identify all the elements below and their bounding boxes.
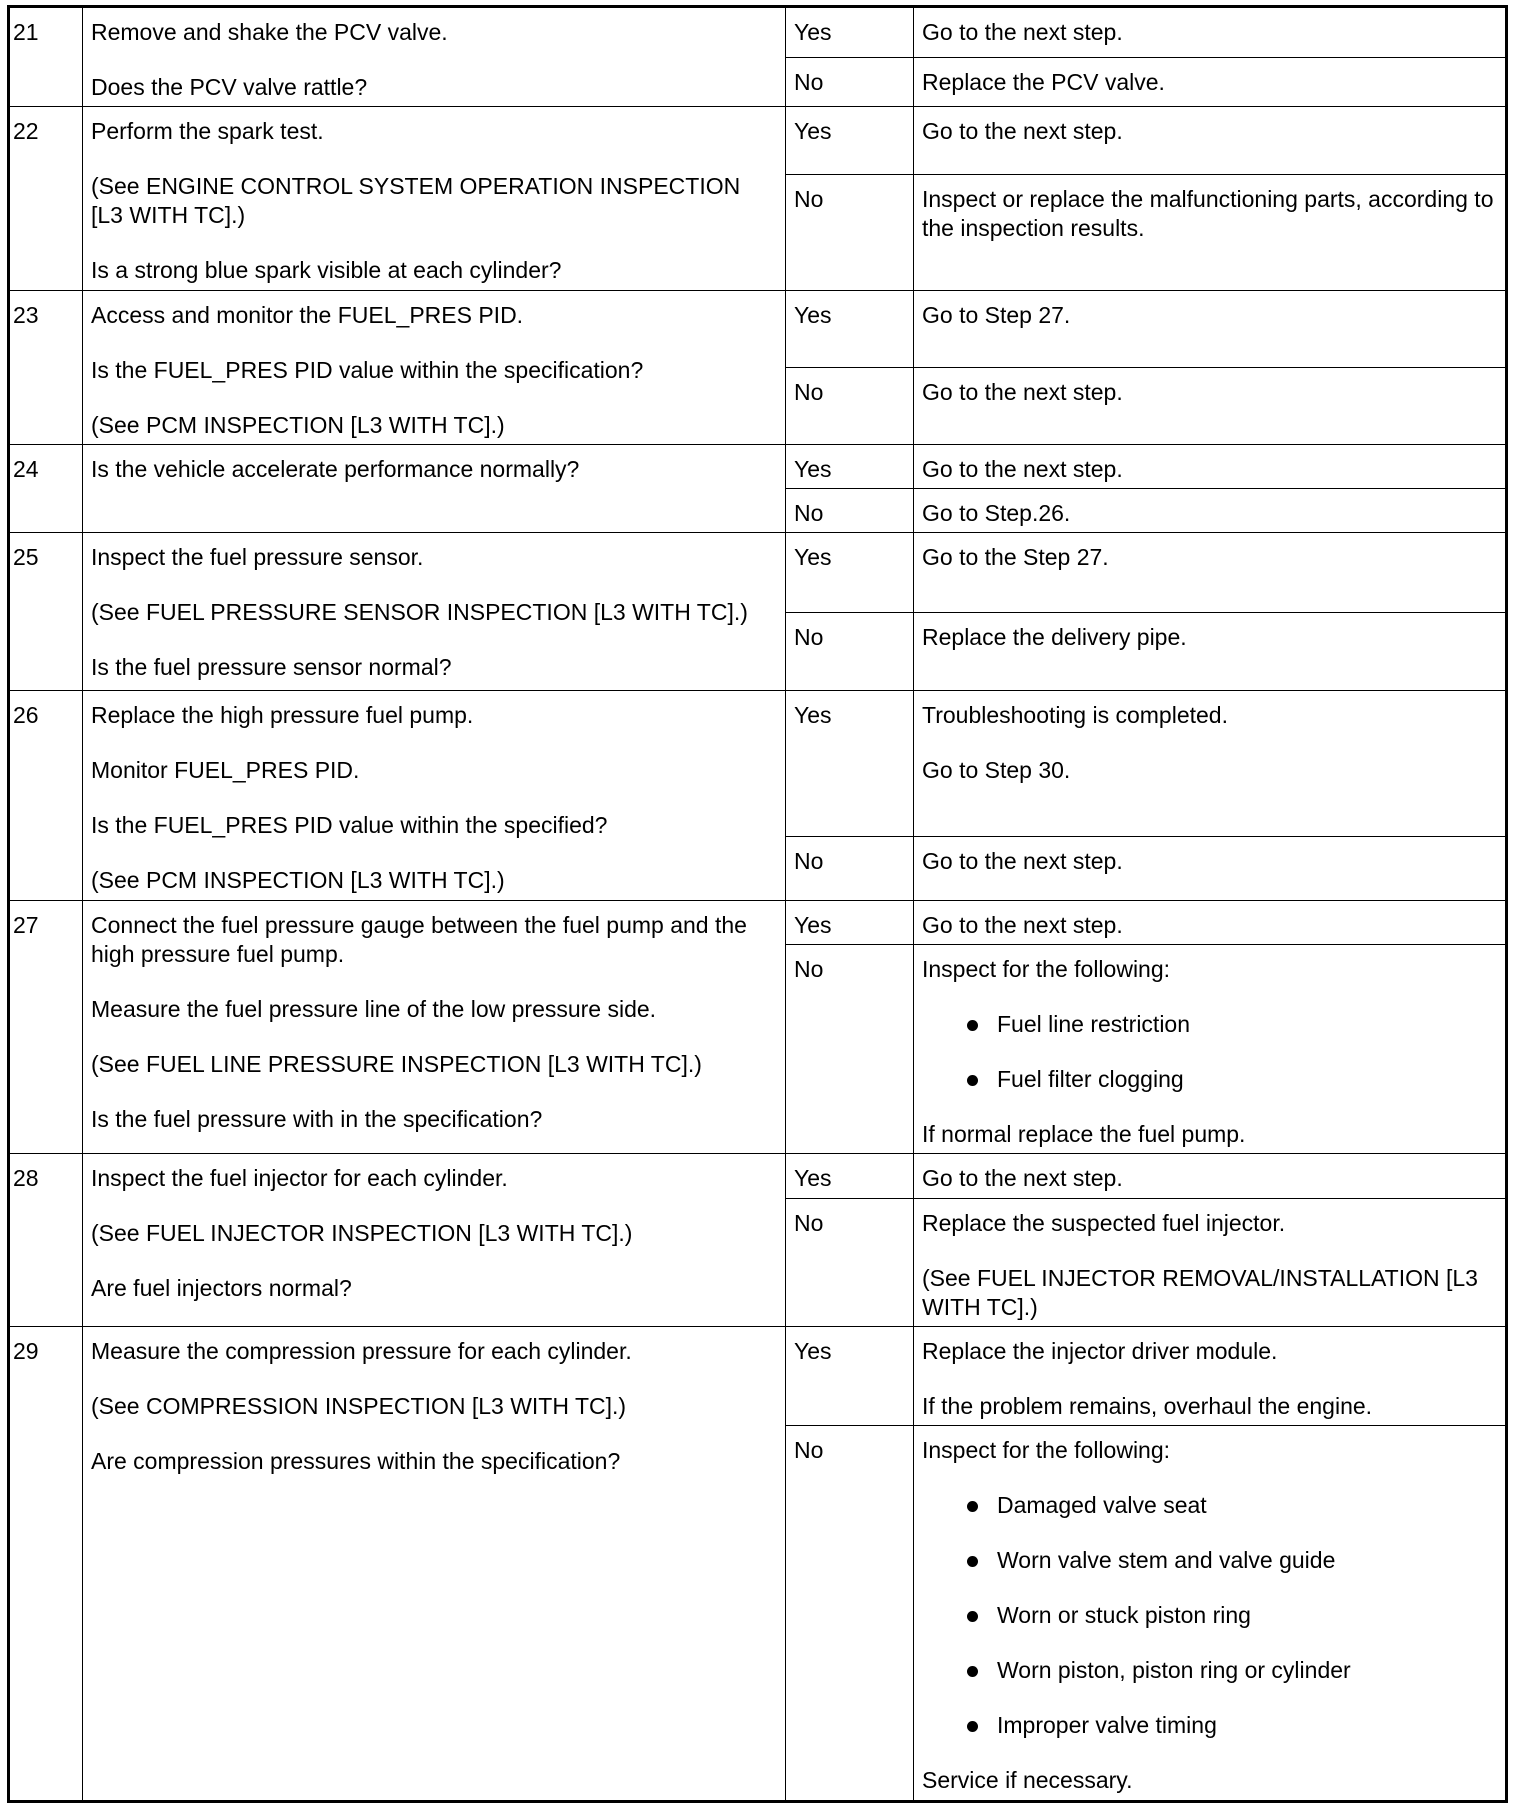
action-text: Inspect the fuel pressure sensor. <box>91 544 424 571</box>
result-text: Inspect or replace the malfunctioning parts, according to the inspection results. <box>922 185 1494 241</box>
list-item: Fuel line restriction <box>997 1010 1497 1039</box>
result-text: If the problem remains, overhaul the engine. <box>922 1392 1373 1419</box>
action-text: (See FUEL LINE PRESSURE INSPECTION [L3 WITH TC].) <box>91 1050 702 1077</box>
step-action <box>83 900 786 1154</box>
step-row <box>9 290 1507 367</box>
result-action <box>914 900 1507 944</box>
result-action <box>914 1426 1507 1802</box>
step-action <box>83 290 786 444</box>
result-text: Go to the next step. <box>922 378 1123 405</box>
result-action <box>914 57 1507 107</box>
result-action <box>914 489 1507 533</box>
result-label: Yes <box>786 7 914 58</box>
action-text: Access and monitor the FUEL_PRES PID. <box>91 301 524 328</box>
result-label: No <box>786 489 914 533</box>
result-text: Go to Step 30. <box>922 757 1071 784</box>
result-label: No <box>786 367 914 444</box>
action-text: Does the PCV valve rattle? <box>91 74 368 100</box>
result-label: Yes <box>786 444 914 488</box>
step-row <box>9 1154 1507 1198</box>
result-label: No <box>786 837 914 901</box>
step-number: 21 <box>9 7 83 107</box>
action-text: Are fuel injectors normal? <box>91 1275 352 1302</box>
result-text: Replace the suspected fuel injector. <box>922 1209 1286 1236</box>
action-text: Is the fuel pressure with in the specification? <box>91 1105 543 1132</box>
result-label: Yes <box>786 900 914 944</box>
step-action <box>83 1326 786 1801</box>
action-text: Is the vehicle accelerate performance normally? <box>91 455 580 482</box>
action-text: Remove and shake the PCV valve. <box>91 19 448 45</box>
action-text: Replace the high pressure fuel pump. <box>91 702 474 729</box>
action-text: Is the FUEL_PRES PID value within the specified? <box>91 812 608 839</box>
action-text: Is the fuel pressure sensor normal? <box>91 654 452 681</box>
result-action <box>914 613 1507 691</box>
result-label: Yes <box>786 1154 914 1198</box>
step-action <box>83 7 786 107</box>
action-text: (See COMPRESSION INSPECTION [L3 WITH TC].) <box>91 1392 627 1419</box>
list-item: Improper valve timing <box>997 1711 1497 1740</box>
result-label: No <box>786 174 914 290</box>
step-row <box>9 7 1507 58</box>
result-action <box>914 837 1507 901</box>
result-text: Troubleshooting is completed. <box>922 702 1228 729</box>
result-label: Yes <box>786 107 914 175</box>
action-text: Are compression pressures within the specification? <box>91 1447 621 1474</box>
troubleshooting-table <box>7 5 1508 1803</box>
result-label: Yes <box>786 290 914 367</box>
action-text: (See ENGINE CONTROL SYSTEM OPERATION INSPECTION [L3 WITH TC].) <box>91 173 741 229</box>
list-item: Worn piston, piston ring or cylinder <box>997 1656 1497 1685</box>
result-label: Yes <box>786 533 914 613</box>
step-action <box>83 533 786 691</box>
action-text: (See PCM INSPECTION [L3 WITH TC].) <box>91 411 505 438</box>
step-number: 27 <box>9 900 83 1154</box>
list-item: Damaged valve seat <box>997 1491 1497 1520</box>
action-text: Perform the spark test. <box>91 118 324 145</box>
result-label: No <box>786 945 914 1154</box>
action-text: Monitor FUEL_PRES PID. <box>91 757 360 784</box>
step-row <box>9 107 1507 175</box>
result-action <box>914 533 1507 613</box>
result-action <box>914 1154 1507 1198</box>
action-text: (See FUEL PRESSURE SENSOR INSPECTION [L3 WITH TC].) <box>91 599 748 626</box>
result-text: Go to the next step. <box>922 911 1123 938</box>
step-number: 28 <box>9 1154 83 1326</box>
result-label: No <box>786 613 914 691</box>
troubleshooting-table-body <box>9 7 1507 1802</box>
result-label: No <box>786 1426 914 1802</box>
action-text: Measure the compression pressure for each cylinder. <box>91 1337 632 1364</box>
result-action <box>914 1198 1507 1326</box>
list-item: Worn or stuck piston ring <box>997 1601 1497 1630</box>
step-number: 25 <box>9 533 83 691</box>
result-label: Yes <box>786 1326 914 1425</box>
result-action <box>914 290 1507 367</box>
result-action <box>914 7 1507 58</box>
step-action <box>83 1154 786 1326</box>
result-label: No <box>786 1198 914 1326</box>
result-text: Go to the next step. <box>922 19 1123 45</box>
step-row <box>9 1326 1507 1425</box>
list-item: Fuel filter clogging <box>997 1065 1497 1094</box>
result-text: Replace the delivery pipe. <box>922 624 1187 651</box>
step-number: 22 <box>9 107 83 290</box>
result-action <box>914 945 1507 1154</box>
step-number: 23 <box>9 290 83 444</box>
step-row <box>9 691 1507 837</box>
action-text: Is the FUEL_PRES PID value within the specification? <box>91 356 644 383</box>
step-number: 26 <box>9 691 83 900</box>
result-text: Go to the next step. <box>922 1165 1123 1192</box>
result-text: Go to the next step. <box>922 455 1123 482</box>
result-action <box>914 691 1507 837</box>
result-label: No <box>786 57 914 107</box>
list-item: Worn valve stem and valve guide <box>997 1546 1497 1575</box>
action-text: Connect the fuel pressure gauge between the fuel pump and the high pressure fuel pump. <box>91 911 747 967</box>
result-footer: Service if necessary. <box>922 1767 1133 1794</box>
action-text: Inspect the fuel injector for each cylinder. <box>91 1165 508 1192</box>
result-footer: If normal replace the fuel pump. <box>922 1121 1246 1148</box>
step-number: 29 <box>9 1326 83 1801</box>
action-text: Measure the fuel pressure line of the low pressure side. <box>91 995 657 1022</box>
step-action <box>83 107 786 290</box>
action-text: (See FUEL INJECTOR INSPECTION [L3 WITH TC].) <box>91 1220 633 1247</box>
step-row <box>9 533 1507 613</box>
result-text: Replace the PCV valve. <box>922 68 1165 95</box>
result-action <box>914 174 1507 290</box>
result-text: Go to the Step 27. <box>922 544 1109 571</box>
result-action <box>914 1326 1507 1425</box>
result-text: Go to Step.26. <box>922 500 1071 527</box>
step-action <box>83 691 786 900</box>
result-action <box>914 107 1507 175</box>
inspection-list <box>922 1491 1497 1740</box>
result-text: Go to the next step. <box>922 848 1123 875</box>
inspection-list <box>922 1010 1497 1094</box>
step-row <box>9 900 1507 944</box>
result-text: Inspect for the following: <box>922 1437 1171 1464</box>
result-text: Replace the injector driver module. <box>922 1337 1278 1364</box>
step-row <box>9 444 1507 488</box>
result-text: Go to Step 27. <box>922 301 1071 328</box>
result-label: Yes <box>786 691 914 837</box>
result-text: Inspect for the following: <box>922 956 1171 983</box>
step-number: 24 <box>9 444 83 532</box>
result-text: (See FUEL INJECTOR REMOVAL/INSTALLATION [L3 WITH TC].) <box>922 1264 1478 1320</box>
result-text: Go to the next step. <box>922 118 1123 145</box>
step-action <box>83 444 786 532</box>
result-action <box>914 444 1507 488</box>
action-text: Is a strong blue spark visible at each cylinder? <box>91 257 562 284</box>
result-action <box>914 367 1507 444</box>
action-text: (See PCM INSPECTION [L3 WITH TC].) <box>91 867 505 894</box>
